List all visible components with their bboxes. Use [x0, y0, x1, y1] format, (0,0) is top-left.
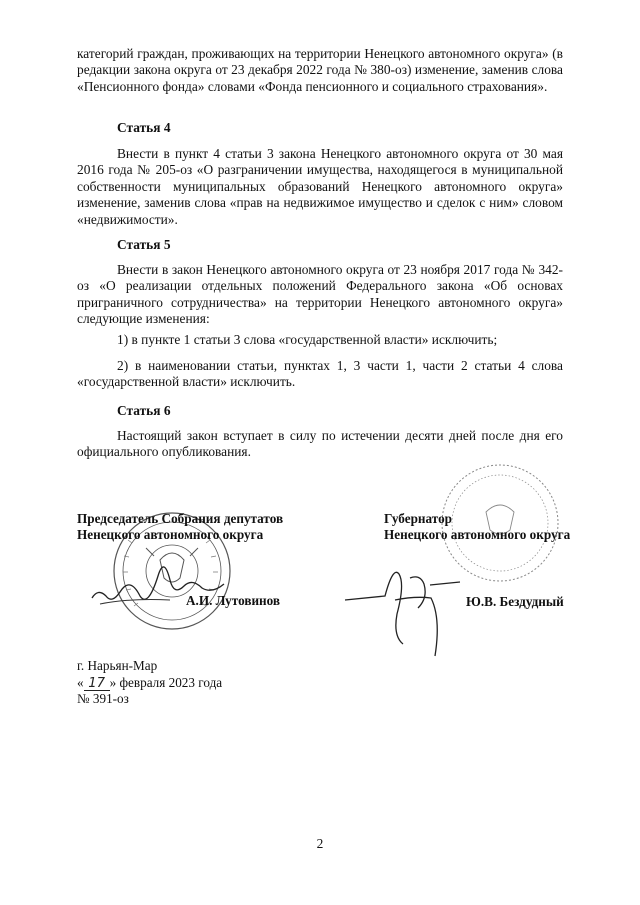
- left-signatory-name: А.И. Лутовинов: [186, 593, 281, 608]
- right-title-line-1: Губернатор: [384, 511, 452, 526]
- right-signature: [345, 572, 460, 656]
- article-5-heading: Статья 5: [117, 237, 171, 252]
- left-signatory-title: [77, 511, 283, 543]
- signing-date: [77, 675, 222, 691]
- date-month-year: » февраля 2023 года: [109, 675, 223, 690]
- article-4-paragraph: Внести в пункт 4 статьи 3 закона Ненецкого автономного округа от 30 мая 2016 года № 205-оз «О разграничении имущества, находящегося в муниципальной собственности муниципальных образований Ненецкого автономного округа» изменение, заменив слова «прав на недвижимое имущество и сделок с ним» словом «недвижимости».: [77, 146, 563, 227]
- right-signatory-title: [384, 511, 570, 543]
- article-4-heading: Статья 4: [117, 120, 171, 135]
- left-title-line-1: Председатель Собрания депутатов: [77, 511, 284, 526]
- article-5-paragraph: Внести в закон Ненецкого автономного округа от 23 ноября 2017 года № 342-оз «О реализации отдельных положений Федерального закона «Об основах приграничного сотрудничества» на территории Ненецкого автономного округа» следующие изменения:: [77, 262, 563, 327]
- right-signatory-name: Ю.В. Бездудный: [466, 594, 564, 609]
- right-title-line-2: Ненецкого автономного округа: [384, 527, 571, 542]
- page-number: 2: [316, 836, 324, 851]
- law-number: № 391-оз: [77, 691, 129, 706]
- article-5-item-2: 2) в наименовании статьи, пунктах 1, 3 части 1, части 2 статьи 4 слова «государственной власти» исключить.: [77, 358, 563, 390]
- article-5-item-1: 1) в пункте 1 статьи 3 слова «государственной власти» исключить;: [117, 332, 498, 347]
- left-title-line-2: Ненецкого автономного округа: [77, 527, 264, 542]
- article-6-heading: Статья 6: [117, 403, 171, 418]
- date-open-quote: «: [77, 675, 84, 690]
- intro-paragraph: категорий граждан, проживающих на территории Ненецкого автономного округа» (в редакции закона округа от 23 декабря 2022 года № 380-оз) изменение, заменив слова «Пенсионного фонда» словами «Фонда пенсионного и социального страхования».: [77, 46, 563, 94]
- city-name: г. Нарьян-Мар: [77, 658, 158, 673]
- article-6-paragraph: Настоящий закон вступает в силу по истечении десяти дней после дня его официального опубликования.: [77, 428, 563, 460]
- date-day-handwritten: 17: [84, 678, 110, 691]
